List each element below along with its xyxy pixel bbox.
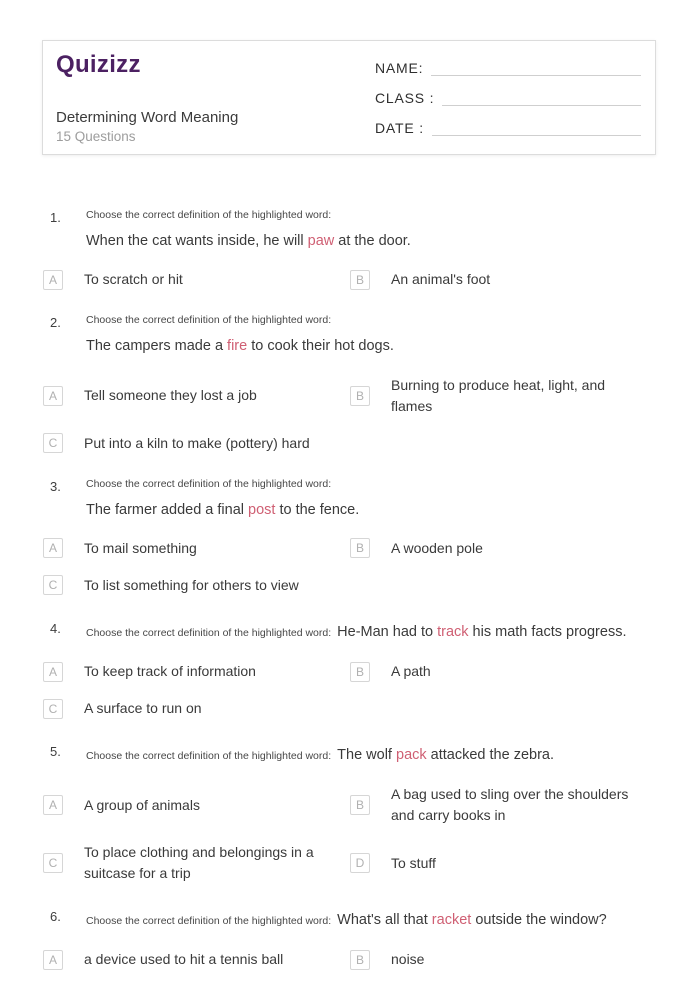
answer-option-a[interactable] [43, 538, 350, 559]
worksheet-header-card [42, 40, 656, 155]
option-letter-box[interactable]: B [350, 386, 370, 406]
answer-option-b[interactable] [350, 269, 656, 290]
option-text: To place clothing and belongings in a suitcase for a trip [84, 844, 314, 882]
question-number: 3. [50, 478, 61, 494]
option-text: To keep track of information [84, 663, 256, 680]
option-letter-box[interactable]: B [350, 662, 370, 682]
class-label: CLASS : [375, 90, 435, 106]
question-number: 4. [50, 620, 61, 636]
question-prompt: Choose the correct definition of the highlighted word: [86, 314, 332, 327]
option-text: Burning to produce heat, light, and flames [391, 376, 606, 414]
option-letter-box[interactable]: C [43, 699, 63, 719]
question-1 [50, 207, 656, 290]
option-letter-box[interactable]: A [43, 950, 63, 970]
question-head [86, 741, 656, 766]
answer-option-b[interactable] [350, 661, 656, 682]
option-text: A path [391, 663, 431, 680]
option-text: To mail something [84, 539, 197, 556]
option-text: a device used to hit a tennis ball [84, 951, 284, 968]
answer-option-c[interactable] [43, 842, 350, 884]
option-letter-box[interactable]: C [43, 575, 63, 595]
question-list [0, 207, 700, 990]
question-number: 2. [50, 315, 61, 331]
option-letter-box[interactable]: C [43, 433, 63, 453]
question-head [86, 906, 656, 931]
option-text: To stuff [391, 854, 436, 871]
answer-option-c[interactable] [43, 433, 350, 454]
highlighted-word: racket [431, 912, 472, 929]
question-sentence: The farmer added a final post to the fence. [86, 501, 360, 518]
answer-option-b[interactable] [350, 375, 656, 417]
options-grid [43, 538, 656, 596]
answer-option-c[interactable] [43, 698, 350, 719]
question-number: 1. [50, 210, 61, 225]
answer-option-d[interactable] [350, 842, 656, 884]
question-count: 15 Questions [56, 129, 136, 144]
name-input-line[interactable] [431, 58, 641, 76]
option-letter-box[interactable]: A [43, 270, 63, 290]
options-grid [43, 784, 656, 884]
answer-option-a[interactable] [43, 269, 350, 290]
date-field-row [375, 114, 641, 136]
question-head [86, 618, 656, 643]
option-letter-box[interactable]: B [350, 270, 370, 290]
question-prompt: Choose the correct definition of the highlighted word: [86, 209, 332, 221]
option-letter-box[interactable]: B [350, 950, 370, 970]
name-field-row [375, 54, 641, 76]
option-text: An animal's foot [391, 271, 491, 288]
option-text: A group of animals [84, 796, 200, 813]
option-letter-box[interactable]: B [350, 795, 370, 815]
highlighted-word: pack [396, 747, 427, 764]
option-text: A bag used to sling over the shoulders and carry books in [391, 786, 629, 824]
question-prompt: Choose the correct definition of the highlighted word: [86, 915, 332, 928]
question-4 [50, 618, 656, 719]
question-6 [50, 906, 656, 970]
option-letter-box[interactable]: B [350, 538, 370, 558]
question-number: 5. [50, 744, 61, 760]
highlighted-word: fire [227, 338, 248, 355]
option-text: noise [391, 951, 425, 968]
answer-option-b[interactable] [350, 784, 656, 826]
option-letter-box[interactable]: A [43, 662, 63, 682]
question-sentence: What's all that racket outside the window? [337, 912, 607, 929]
class-input-line[interactable] [442, 88, 641, 106]
option-letter-box[interactable]: A [43, 386, 63, 406]
question-sentence: The campers made a fire to cook their hot dogs. [86, 338, 394, 355]
option-text: A wooden pole [391, 539, 483, 556]
quizizz-logo: Quizizz [56, 51, 141, 78]
question-sentence: When the cat wants inside, he will paw at the door. [86, 233, 411, 249]
question-prompt: Choose the correct definition of the highlighted word: [86, 626, 332, 639]
highlighted-word: post [248, 501, 276, 518]
answer-option-b[interactable] [350, 538, 656, 559]
highlighted-word: track [437, 623, 469, 640]
question-3 [50, 476, 656, 596]
option-letter-box[interactable]: A [43, 538, 63, 558]
answer-option-a[interactable] [43, 949, 350, 970]
option-letter-box[interactable]: C [43, 853, 63, 873]
options-grid [43, 661, 656, 719]
option-text: A surface to run on [84, 700, 202, 717]
option-letter-box[interactable]: A [43, 795, 63, 815]
option-text: To scratch or hit [84, 271, 183, 288]
options-grid [43, 269, 656, 290]
question-5 [50, 741, 656, 884]
answer-option-a[interactable] [43, 375, 350, 417]
question-prompt: Choose the correct definition of the highlighted word: [86, 750, 332, 763]
option-letter-box[interactable]: D [350, 853, 370, 873]
question-prompt: Choose the correct definition of the highlighted word: [86, 477, 332, 490]
option-text: Put into a kiln to make (pottery) hard [84, 434, 310, 451]
worksheet-title: Determining Word Meaning [56, 109, 239, 126]
highlighted-word: paw [307, 233, 335, 249]
question-sentence: The wolf pack attacked the zebra. [337, 747, 554, 764]
question-2 [50, 312, 656, 453]
class-field-row [375, 84, 641, 106]
student-info-fields [375, 54, 641, 144]
option-text: To list something for others to view [84, 576, 299, 593]
name-label: NAME: [375, 60, 424, 76]
question-number: 6. [50, 909, 61, 925]
answer-option-b[interactable] [350, 949, 656, 970]
date-input-line[interactable] [432, 118, 641, 136]
answer-option-a[interactable] [43, 661, 350, 682]
date-label: DATE : [375, 120, 424, 136]
question-sentence: He-Man had to track his math facts progress. [337, 623, 627, 640]
answer-option-a[interactable] [43, 784, 350, 826]
answer-option-c[interactable] [43, 575, 350, 596]
options-grid [43, 375, 656, 454]
options-grid [43, 949, 656, 970]
option-text: Tell someone they lost a job [84, 387, 257, 404]
